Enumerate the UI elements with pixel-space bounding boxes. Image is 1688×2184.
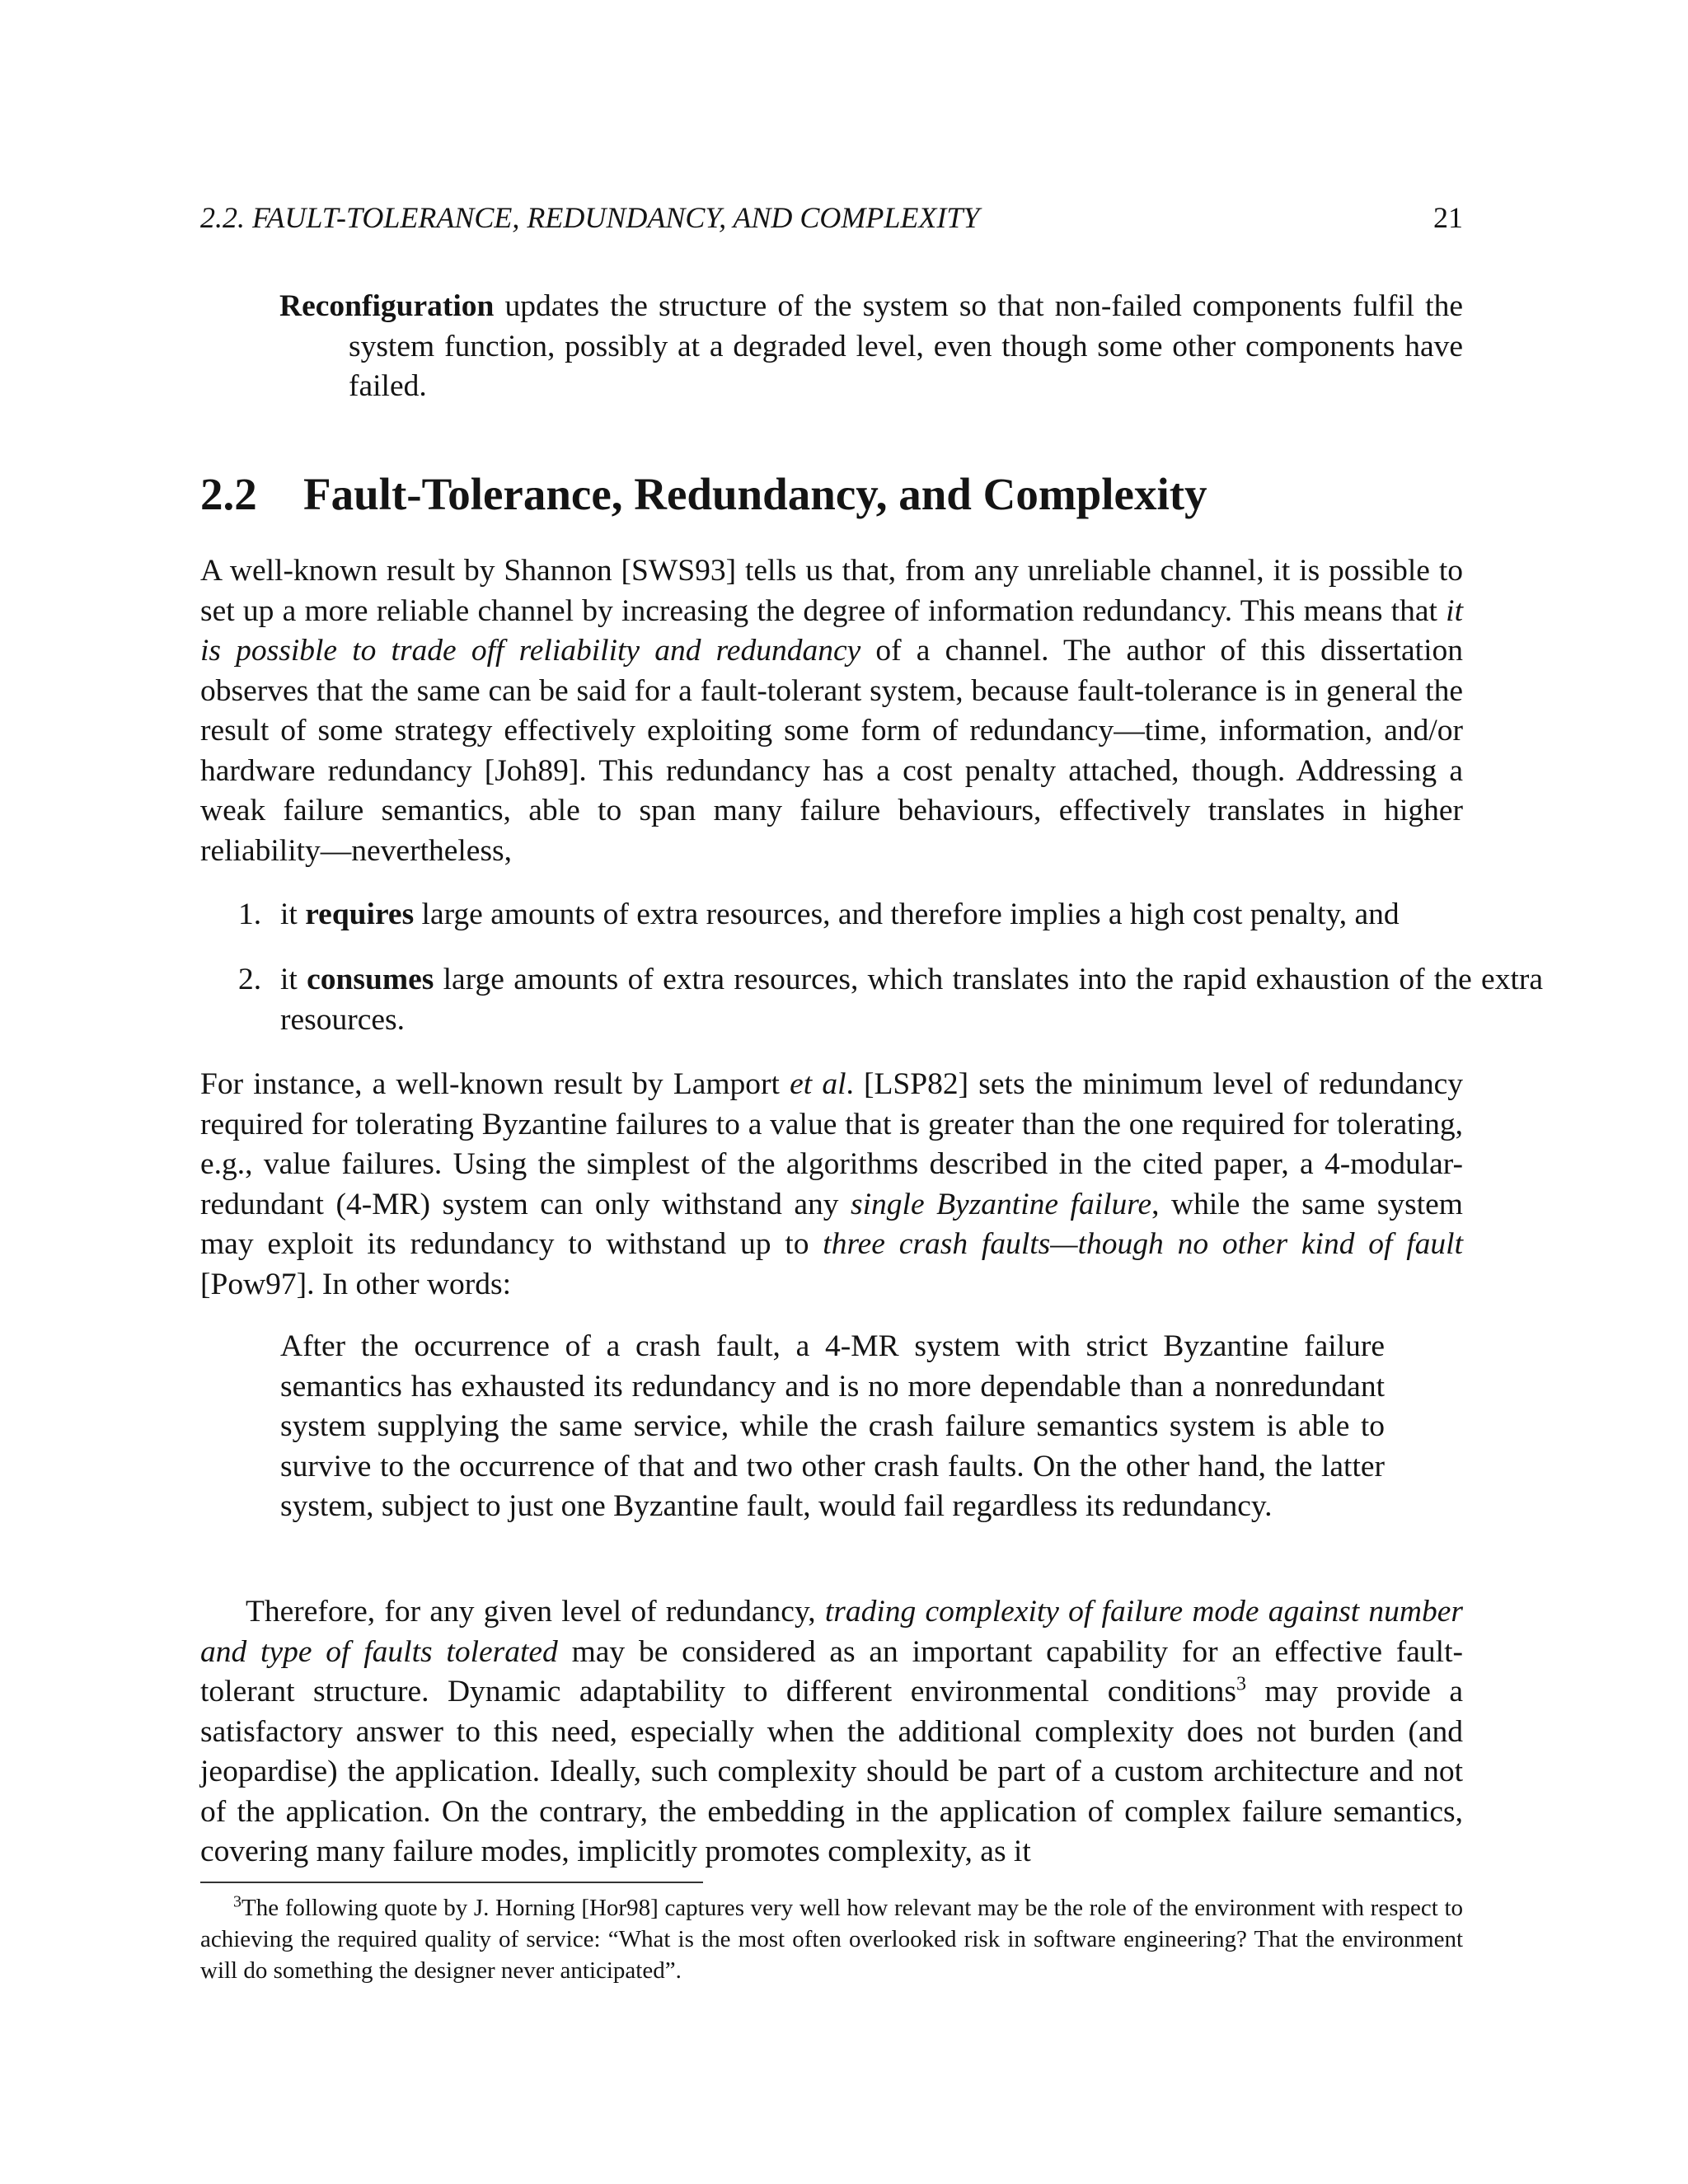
list-item [200,960,1543,1040]
paragraph-1 [200,551,1463,871]
italic-run: et al [790,1067,846,1101]
list-item [200,895,1543,935]
text-run: Therefore, for any given level of redundancy, [246,1595,825,1629]
block-quote [280,1327,1385,1527]
text-run: A well-known result by Shannon [SWS93] tells us that, from any unreliable channel, it is possible to set up a more reliable channel by increasing the degree of information redundancy. This means that [200,554,1463,628]
definition-term: Reconfiguration [279,289,495,323]
text-run: it [280,898,306,931]
section-title: Fault-Tolerance, Redundancy, and Complexity [303,469,1207,519]
quote-text: After the occurrence of a crash fault, a 4-MR system with strict Byzantine failure semantics has exhausted its redundancy and is no more dependable than a nonredundant system supplying the same service, while the crash failure semantics system is able to survive to the occurrence of that and two other crash faults. On the other hand, the latter system, subject to just one Byzantine fault, would fail regardless its redundancy. [280,1329,1385,1523]
footnote-marker: 3 [233,1892,241,1911]
footnote-reference[interactable]: 3 [1236,1673,1246,1695]
text-run: may provide a satisfactory answer to this need, especially when the additional complexity does not burden (and jeopardise) the application. Ideally, such complexity should be part of a custom architecture and not of the application. On the contrary, the embedding in the application of complex failure semantics, covering many failure modes, implicitly promotes complexity, as it [200,1675,1463,1868]
page-number: 21 [1433,201,1463,234]
list-marker: 1. [238,898,262,931]
list-marker: 2. [238,963,262,996]
footnote-rule [200,1882,703,1883]
text-run: may be considered as an important capability for an effective fault-tolerant structure. Dynamic adaptability to different environmental conditions [200,1634,1463,1708]
bold-run: requires [305,898,415,931]
text-run: large amounts of extra resources, and therefore implies a high cost penalty, and [414,898,1400,931]
definition-text: updates the structure of the system so that non-failed components fulfil the system function, possibly at a degraded level, even though some other components have failed. [349,289,1463,403]
italic-run: single Byzantine failure [851,1187,1152,1221]
running-title: 2.2. FAULT-TOLERANCE, REDUNDANCY, AND COMPLEXITY [200,201,980,234]
section-heading [200,466,1463,523]
text-run: . [LSP82] sets the minimum level of redundancy required for tolerating Byzantine failures to a value that is greater than the one required for tolerating, e.g., value failures. Using the simplest of the algorithms described in the cited paper, a 4-modular-redundant (4-MR) system can only withstand any [200,1067,1463,1221]
text-run: For instance, a well-known result by Lamport [200,1067,790,1101]
text-run: [Pow97]. In other words: [200,1267,512,1301]
definition-item [200,287,1463,407]
italic-run: trading complexity of failure mode against number and type of faults tolerated [200,1595,1463,1669]
bold-run: consumes [307,963,434,996]
footnote [200,1892,1463,1986]
italic-run: it is possible to trade off reliability and redundancy [200,593,1463,668]
running-header [200,199,1463,236]
text-run: large amounts of extra resources, which translates into the rapid exhaustion of the extra resources. [280,963,1543,1037]
paragraph-2 [200,1065,1463,1305]
text-run: it [280,963,307,996]
paragraph-3 [200,1592,1463,1872]
text-run: of a channel. The author of this dissertation observes that the same can be said for a fault-tolerant system, because fault-tolerance is in general the result of some strategy effectively exploiting some form of redundancy—time, information, and/or hardware redundancy [Joh89]. This redundancy has a cost penalty attached, though. Addressing a weak failure semantics, able to span many failure behaviours, effectively translates in higher reliability—nevertheless, [200,634,1463,868]
section-number: 2.2 [200,469,257,519]
text-run: , while the same system may exploit its redundancy to withstand up to [200,1187,1463,1261]
italic-run: three crash faults—though no other kind of fault [823,1227,1464,1261]
footnote-text: The following quote by J. Horning [Hor98] captures very well how relevant may be the role of the environment with respect to achieving the required quality of service: “What is the most often overlooked risk in software engineering? That the environment will do something the designer never anticipated”. [200,1895,1463,1984]
